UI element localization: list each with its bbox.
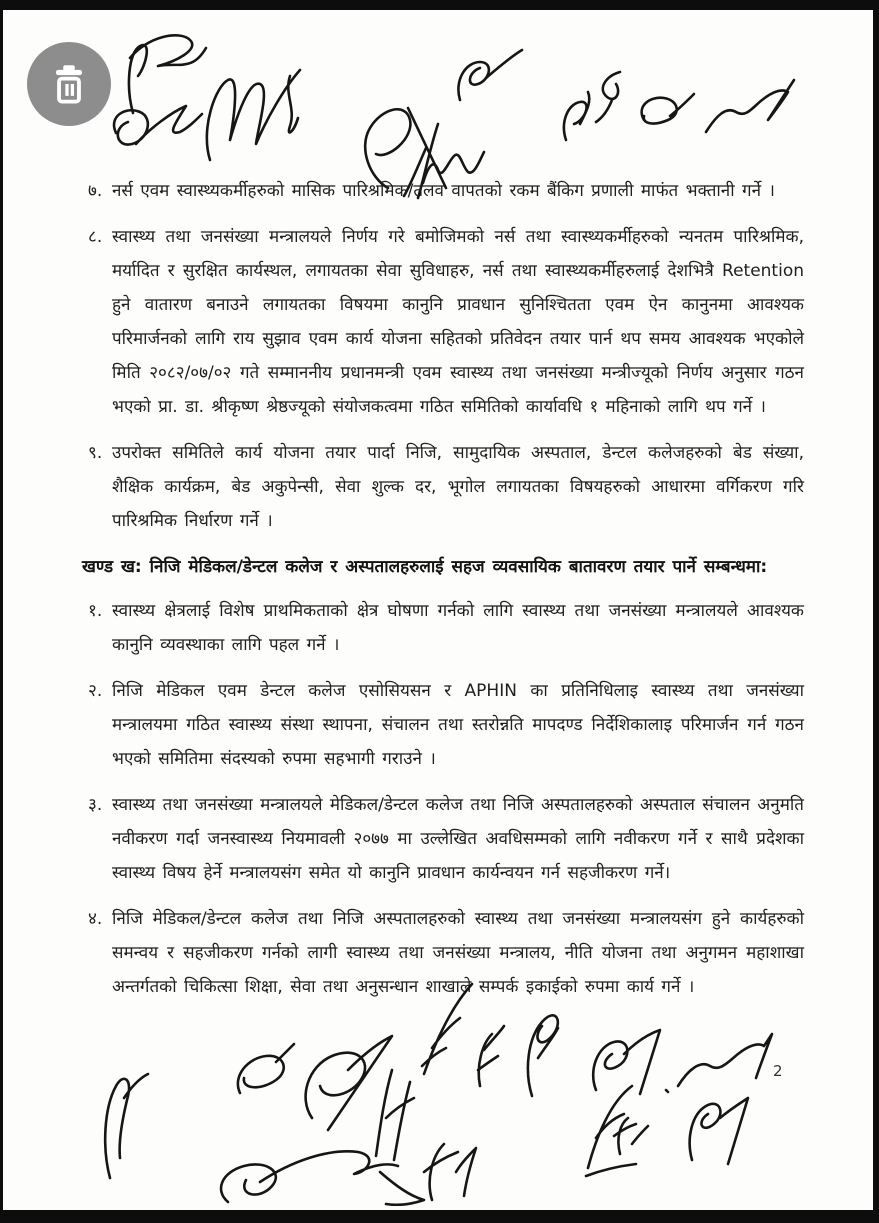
list-item-b4 <box>88 902 804 1004</box>
delete-button[interactable] <box>27 42 111 126</box>
item-number: २. <box>88 681 103 701</box>
section-b-heading: खण्ड ख: निजि मेडिकल/डेन्टल कलेज र अस्पतालहरुलाई सहज व्यवसायिक बातावरण तयार पार्ने सम्बन्धमा: <box>82 557 768 577</box>
list-item-b1 <box>88 594 804 662</box>
document-page <box>3 10 873 1210</box>
item-text: स्वास्थ्य तथा जनसंख्या मन्त्रालयले मेडिकल/डेन्टल कलेज तथा निजि अस्पतालहरुको अस्पताल संचालन अनुमति नवीकरण गर्दा जनस्वास्थ्य नियमावली २०७७ मा उल्लेखित अवधिसम्मको लागि नवीकरण गर्ने र साथै प्रदेशका स्वास्थ्य विषय हेर्ने मन्त्रालयसंग समेत यो कानुनि प्रावधान कार्यन्वयन गर्न सहजीकरण गर्ने। <box>112 795 804 883</box>
item-text: स्वास्थ्य क्षेत्रलाई विशेष प्राथमिकताको क्षेत्र घोषणा गर्नको लागि स्वास्थ्य तथा जनसंख्या मन्त्रालयले आवश्यक कानुनि व्यवस्थाका लागि पहल गर्ने । <box>112 601 804 655</box>
list-item-7 <box>88 174 804 208</box>
item-number: ९. <box>88 443 103 463</box>
item-text: स्वास्थ्य तथा जनसंख्या मन्त्रालयले निर्णय गरे बमोजिमको नर्स तथा स्वास्थ्यकर्मीहरुको न्यनतम पारिश्रमिक, मर्यादित र सुरक्षित कार्यस्थल, लगायतका सेवा सुविधाहरु, नर्स तथा स्वास्थ्यकर्मीहरुलाई देशभित्रै Retention हुने वातारण बनाउने लगायतका विषयमा कानुनि प्रावधान सुनिश्चितता एवम ऐन कानुनमा आवश्यक परिमार्जनको लागि राय सुझाव एवम कार्य योजना सहितको प्रतिवेदन तयार पार्न थप समय आवश्यक भएकोले मिति २०८२/०७/०२ गते सम्माननीय प्रधानमन्त्री एवम स्वास्थ्य तथा जनसंख्या मन्त्रीज्यूको निर्णय अनुसार गठन भएको प्रा. डा. श्रीकृष्ण श्रेष्ठज्यूको संयोजकत्वमा गठित समितिको कार्यावधि १ महिनाको लागि थप गर्ने । <box>112 227 804 417</box>
document-text <box>82 174 804 1016</box>
item-text: नर्स एवम स्वास्थ्यकर्मीहरुको मासिक पारिश्रमिक/तलव वापतको रकम बैंकिग प्रणाली माफंत भक्तानी गर्ने । <box>112 181 775 201</box>
item-text: निजि मेडिकल/डेन्टल कलेज तथा निजि अस्पतालहरुको स्वास्थ्य तथा जनसंख्या मन्त्रालयसंग हुने कार्यहरुको समन्वय र सहजीकरण गर्नको लागी स्वास्थ्य तथा जनसंख्या मन्त्रालय, नीति योजना तथा अनुगमन महाशाखा अन्तर्गतको चिकित्सा शिक्षा, सेवा तथा अनुसन्धान शाखाले सम्पर्क इकाईको रुपमा कार्य गर्ने । <box>112 909 804 997</box>
item-number: ७. <box>88 181 103 201</box>
list-item-8 <box>88 220 804 424</box>
list-item-b3 <box>88 788 804 890</box>
item-number: ३. <box>88 795 103 815</box>
item-number: १. <box>88 601 103 621</box>
item-number: ४. <box>88 909 103 929</box>
item-number: ८. <box>88 227 103 247</box>
list-item-b2 <box>88 674 804 776</box>
page-number: 2 <box>773 1062 783 1080</box>
list-item-9 <box>88 436 804 538</box>
trash-icon <box>46 61 92 107</box>
item-text: उपरोक्त समितिले कार्य योजना तयार पार्दा निजि, सामुदायिक अस्पताल, डेन्टल कलेजहरुको बेड संख्या, शैक्षिक कार्यक्रम, बेड अकुपेन्सी, सेवा शुल्क दर, भूगोल लगायतका विषयहरुको आधारमा वर्गिकरण गरि पारिश्रमिक निर्धारण गर्ने । <box>112 443 804 531</box>
item-text: निजि मेडिकल एवम डेन्टल कलेज एसोसियसन र APHIN का प्रतिनिधिलाइ स्वास्थ्य तथा जनसंख्या मन्त्रालयमा गठित स्वास्थ्य संस्था स्थापना, संचालन तथा स्तरोन्नति मापदण्ड निर्देशिकालाइ परिमार्जन गर्न गठन भएको समितिमा संदस्यको रुपमा सहभागी गराउने । <box>112 681 804 769</box>
